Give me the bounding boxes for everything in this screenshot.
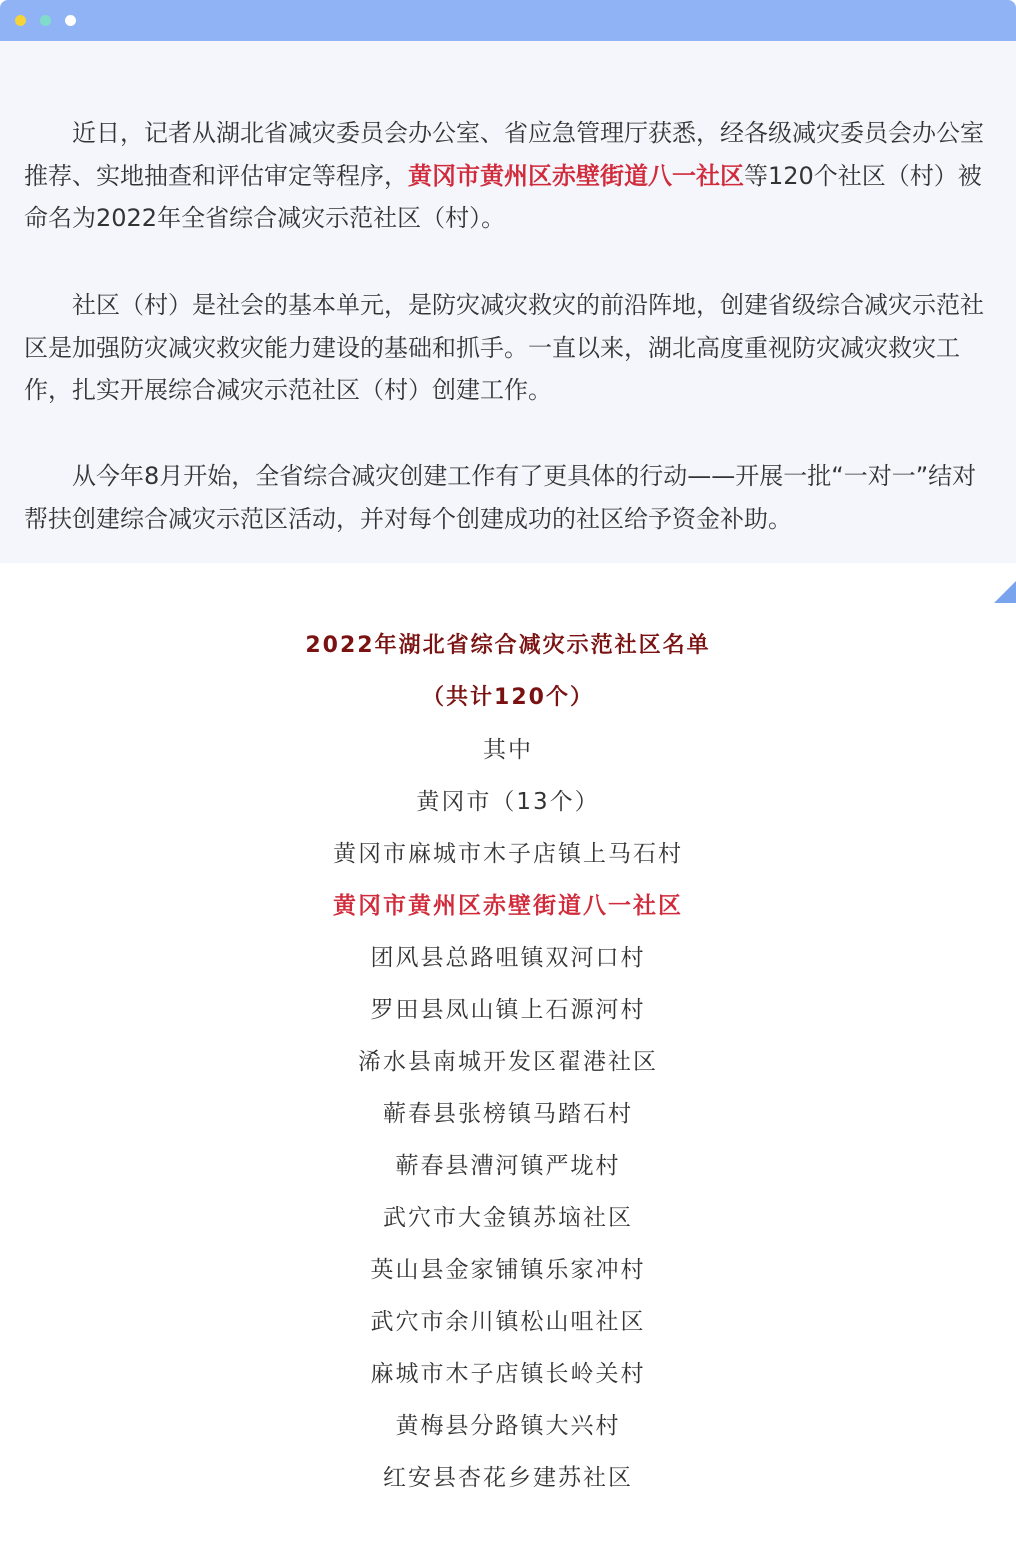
- list-item: 团风县总路咀镇双河口村: [370, 945, 646, 971]
- list-intro: 其中: [483, 737, 533, 763]
- list-item: 武穴市大金镇苏垴社区: [383, 1205, 633, 1231]
- list-item: 武穴市余川镇松山咀社区: [370, 1309, 646, 1335]
- list-item: 黄梅县分路镇大兴村: [395, 1413, 621, 1439]
- list-item: 红安县杏花乡建苏社区: [383, 1465, 633, 1491]
- list-item-highlighted: 黄冈市黄州区赤壁街道八一社区: [333, 893, 683, 919]
- list-item: 蕲春县漕河镇严垅村: [395, 1153, 621, 1179]
- list-item: 蕲春县张榜镇马踏石村: [383, 1101, 633, 1127]
- yellow-dot-icon: [15, 15, 26, 26]
- paragraph-1: [24, 112, 994, 240]
- list-title: 2022年湖北省综合减灾示范社区名单: [305, 633, 711, 658]
- list-item: 英山县金家铺镇乐家冲村: [370, 1257, 646, 1283]
- paragraph-1-text-b: 等120个社区（村）被命名为2022年全省综合减灾示范社区（村）。: [24, 161, 982, 232]
- teal-dot-icon: [40, 15, 51, 26]
- window-title-bar: [0, 0, 1016, 41]
- paragraph-2: 社区（村）是社会的基本单元，是防灾减灾救灾的前沿阵地，创建省级综合减灾示范社区是加强防灾减灾救灾能力建设的基础和抓手。一直以来，湖北高度重视防灾减灾救灾工作，扎实开展综合减灾示范社区（村）创建工作。: [24, 291, 984, 404]
- list-subtitle: （共计120个）: [422, 685, 594, 710]
- corner-triangle-icon: [994, 581, 1016, 603]
- list-item: 黄冈市麻城市木子店镇上马石村: [333, 841, 683, 867]
- community-list: [0, 620, 1016, 1504]
- article-card: [0, 41, 1016, 563]
- white-dot-icon: [65, 15, 76, 26]
- paragraph-3: 从今年8月开始，全省综合减灾创建工作有了更具体的行动——开展一批“一对一”结对帮扶创建综合减灾示范区活动，并对每个创建成功的社区给予资金补助。: [24, 462, 977, 533]
- highlighted-community: 黄冈市黄州区赤壁街道八一社区: [408, 161, 744, 190]
- list-item: 浠水县南城开发区翟港社区: [358, 1049, 658, 1075]
- paragraph-1-text-a: 近日，记者从湖北省减灾委员会办公室、省应急管理厅获悉，经各级减灾委员会办公室推荐、实地抽查和评估审定等程序，: [24, 119, 984, 190]
- list-item: 罗田县凤山镇上石源河村: [370, 997, 646, 1023]
- list-item: 麻城市木子店镇长岭关村: [370, 1361, 646, 1387]
- city-heading: 黄冈市（13个）: [416, 789, 600, 815]
